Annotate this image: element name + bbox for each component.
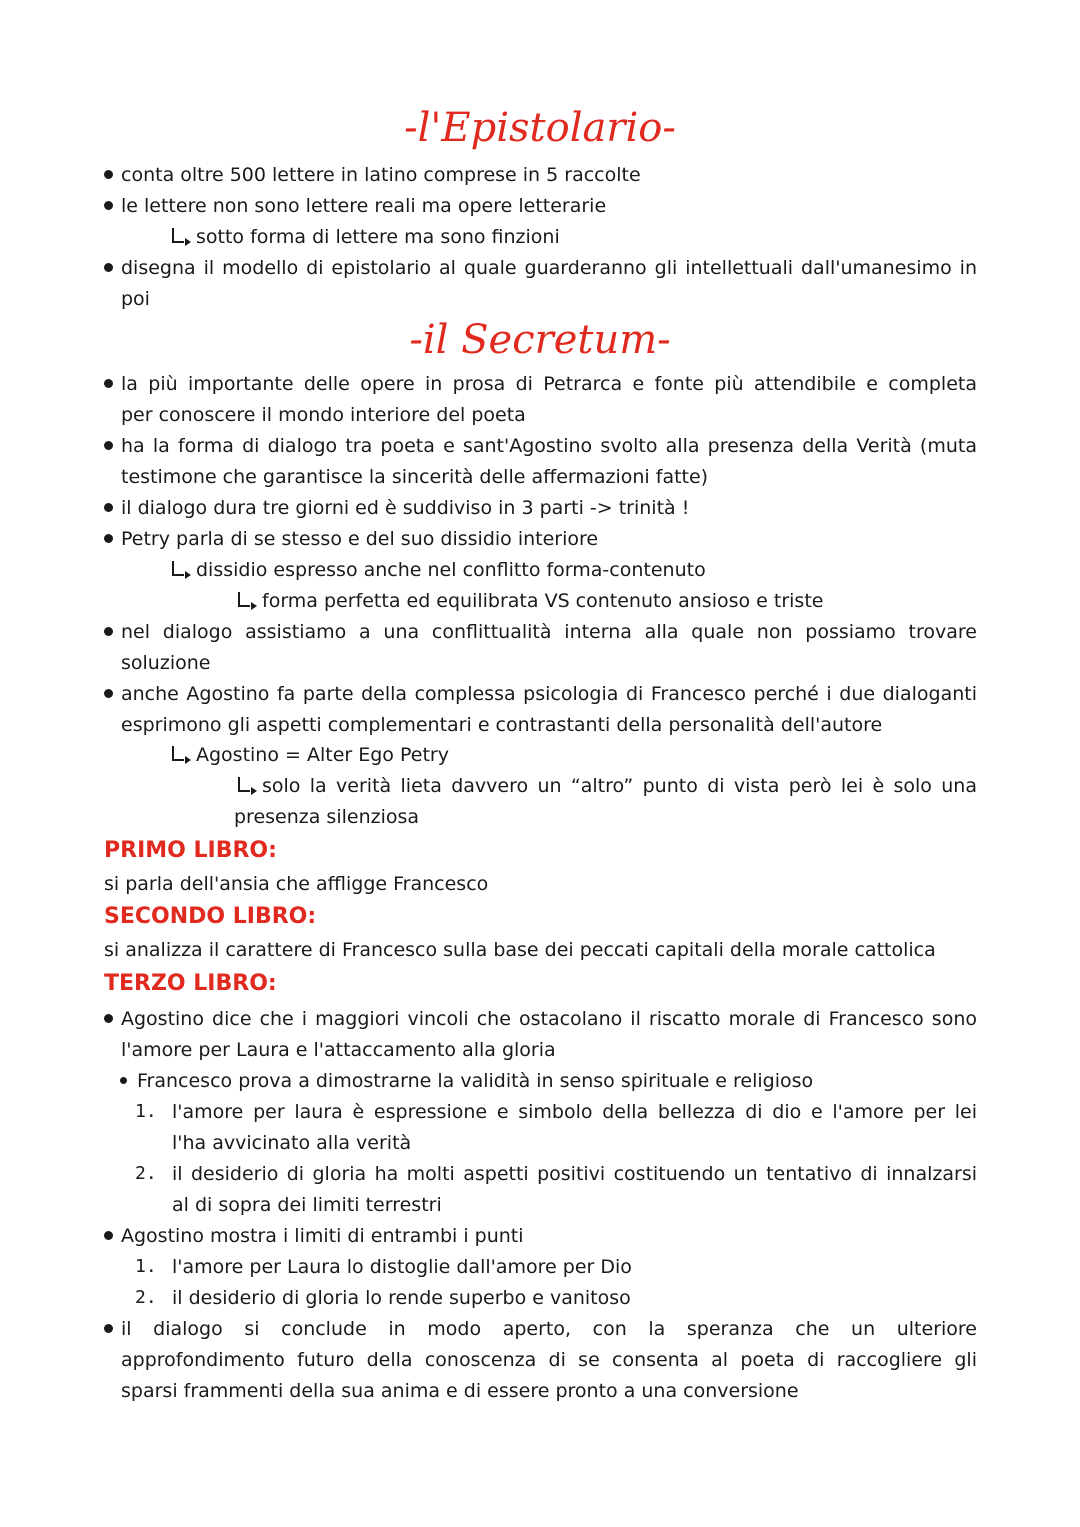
bullet-icon — [104, 263, 113, 272]
bullet-icon — [104, 503, 113, 512]
terzo-bullet-3-line-3: sparsi frammenti della sua anima e di essere pronto a una conversione — [121, 1380, 799, 1402]
bullet-icon — [104, 170, 113, 179]
bullet-icon — [120, 1077, 127, 1084]
terzo-n2-number: 2. — [135, 1163, 157, 1184]
terzo-bullet-2: Agostino mostra i limiti di entrambi i punti — [121, 1225, 524, 1247]
sub-arrow-icon — [172, 746, 184, 761]
primo-libro-heading: PRIMO LIBRO: — [104, 838, 277, 863]
epistolario-bullet-3-line-2: poi — [121, 288, 150, 310]
secondo-libro-heading: SECONDO LIBRO: — [104, 904, 317, 929]
bullet-icon — [104, 627, 113, 636]
epistolario-bullet-1: conta oltre 500 lettere in latino comprese in 5 raccolte — [121, 164, 641, 186]
terzo-m1-number: 1. — [135, 1256, 157, 1277]
bullet-icon — [104, 689, 113, 698]
secretum-bullet-6-sub-2-line-1: solo la verità lieta davvero un “altro” punto di vista però lei è solo una — [262, 775, 977, 797]
terzo-bullet-1-line-1: Agostino dice che i maggiori vincoli che ostacolano il riscatto morale di Francesco sono — [121, 1008, 977, 1030]
secretum-title: -il Secretum- — [409, 317, 671, 363]
bullet-icon — [104, 1231, 113, 1240]
secretum-bullet-6-line-1: anche Agostino fa parte della complessa psicologia di Francesco perché i due dialoganti — [121, 683, 977, 705]
secretum-bullet-4: Petry parla di se stesso e del suo dissidio interiore — [121, 528, 599, 550]
terzo-bullet-1-line-2: l'amore per Laura e l'attaccamento alla gloria — [121, 1039, 556, 1061]
secretum-bullet-6-line-2: esprimono gli aspetti complementari e contrastanti della personalità dell'autore — [121, 714, 883, 736]
terzo-bullet-3-line-2: approfondimento futuro della conoscenza di se consenta al poeta di raccogliere gli — [121, 1349, 977, 1371]
secretum-bullet-4-sub-1: dissidio espresso anche nel conflitto forma-contenuto — [196, 559, 706, 581]
terzo-n1-number: 1. — [135, 1101, 157, 1122]
secretum-bullet-3: il dialogo dura tre giorni ed è suddiviso in 3 parti -> trinità ! — [121, 497, 690, 519]
secretum-bullet-6-sub-2-line-2: presenza silenziosa — [234, 806, 420, 828]
bullet-icon — [104, 441, 113, 450]
epistolario-title: -l'Epistolario- — [404, 105, 676, 151]
secretum-bullet-1-line-2: per conoscere il mondo interiore del poeta — [121, 404, 526, 426]
terzo-n2-line-1: il desiderio di gloria ha molti aspetti positivi costituendo un tentativo di innalzarsi — [172, 1163, 977, 1185]
epistolario-bullet-3-line-1: disegna il modello di epistolario al quale guarderanno gli intellettuali dall'umanesimo in — [121, 257, 977, 279]
terzo-m2-number: 2. — [135, 1287, 157, 1308]
sub-arrow-icon — [238, 592, 250, 607]
bullet-icon — [104, 1324, 113, 1333]
bullet-icon — [104, 201, 113, 210]
sub-arrow-icon — [238, 777, 250, 792]
secretum-bullet-2-line-2: testimone che garantisce la sincerità delle affermazioni fatte) — [121, 466, 709, 488]
secretum-bullet-1-line-1: la più importante delle opere in prosa di Petrarca e fonte più attendibile e completa — [121, 373, 977, 395]
terzo-bullet-3-line-1: il dialogo si conclude in modo aperto, con la speranza che un ulteriore — [121, 1318, 977, 1340]
terzo-sub-bullet: Francesco prova a dimostrarne la validità in senso spirituale e religioso — [137, 1070, 814, 1092]
bullet-icon — [104, 1014, 113, 1023]
sub-arrow-icon — [172, 228, 184, 243]
secretum-bullet-5-line-1: nel dialogo assistiamo a una conflittualità interna alla quale non possiamo trovare — [121, 621, 977, 643]
terzo-m2-text: il desiderio di gloria lo rende superbo e vanitoso — [172, 1287, 631, 1309]
secretum-bullet-4-sub-2: forma perfetta ed equilibrata VS contenuto ansioso e triste — [262, 590, 824, 612]
bullet-icon — [104, 534, 113, 543]
terzo-m1-text: l'amore per Laura lo distoglie dall'amore per Dio — [172, 1256, 632, 1278]
sub-arrow-icon — [172, 561, 184, 576]
epistolario-bullet-2-sub: sotto forma di lettere ma sono finzioni — [196, 226, 560, 248]
terzo-n1-line-2: l'ha avvicinato alla verità — [172, 1132, 412, 1154]
bullet-icon — [104, 379, 113, 388]
secretum-bullet-2-line-1: ha la forma di dialogo tra poeta e sant'Agostino svolto alla presenza della Verità (muta — [121, 435, 977, 457]
terzo-n2-line-2: al di sopra dei limiti terrestri — [172, 1194, 442, 1216]
terzo-n1-line-1: l'amore per laura è espressione e simbolo della bellezza di dio e l'amore per lei — [172, 1101, 977, 1123]
secretum-bullet-6-sub-1: Agostino = Alter Ego Petry — [196, 744, 449, 766]
primo-libro-text: si parla dell'ansia che affligge Francesco — [104, 873, 489, 895]
secretum-bullet-5-line-2: soluzione — [121, 652, 211, 674]
terzo-libro-heading: TERZO LIBRO: — [104, 971, 277, 996]
secondo-libro-text: si analizza il carattere di Francesco sulla base dei peccati capitali della morale cattolica — [104, 939, 936, 961]
epistolario-bullet-2: le lettere non sono lettere reali ma opere letterarie — [121, 195, 607, 217]
